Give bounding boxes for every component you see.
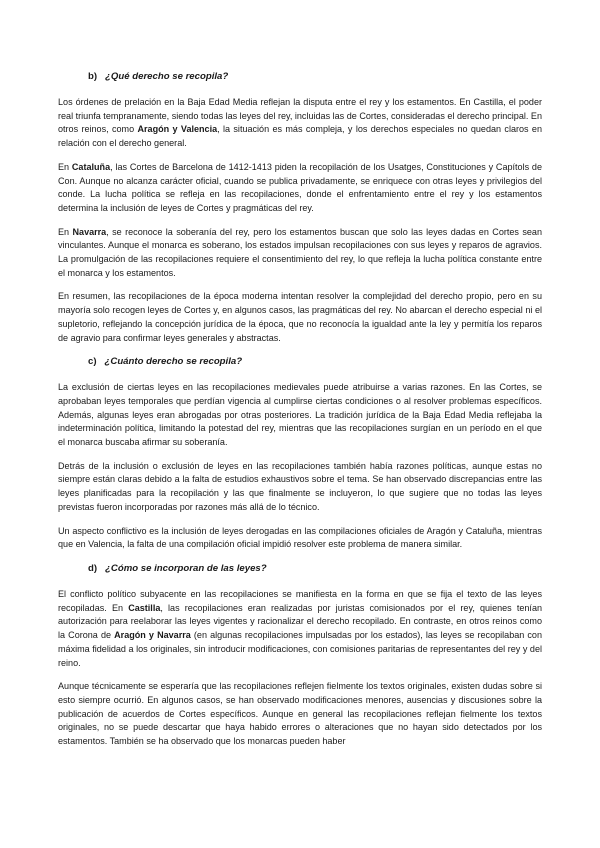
paragraph	[58, 96, 542, 151]
paragraph	[58, 460, 542, 515]
text-run: El conflicto político subyacente en las recopilaciones se manifiesta en la forma en que se fija el texto de las leyes recopiladas. En	[58, 588, 542, 613]
text-run: , las recopilaciones eran realizadas por juristas comisionados por el rey, quienes tenían autorización para reelaborar las leyes vigentes y racionalizar el derecho recopilado. En contraste, en otros reinos como la Corona de	[58, 602, 543, 641]
section-title: ¿Qué derecho se recopila?	[105, 71, 229, 82]
text-run: , las Cortes de Barcelona de 1412-1413 piden la recopilación de los Usatges, Constituciones y Capítols de Con. Aunque no alcanza carácter oficial, cuando se publica privadamente, se enriquece con otras leyes y privilegios del conde. La lucha política se refleja en las recopilaciones, donde el enfrentamiento entre el rey y los estamentos determina la inclusión de leyes de Cortes y pragmáticas del rey.	[58, 161, 542, 213]
text-run: , la situación es más compleja, y los derechos especiales no quedan claros en relación con el derecho general.	[58, 124, 542, 149]
bold-text-run: Aragón y Navarra	[114, 630, 191, 641]
bold-text-run: Aragón y Valencia	[137, 124, 218, 135]
text-run: En	[58, 161, 72, 172]
text-run: (en algunas recopilaciones impulsadas por los estados), las leyes se recopilaban con máxima fidelidad a los originales, sin introducir modificaciones, con comisiones paritarias de representantes del rey y del reino.	[58, 630, 542, 668]
text-run: Los órdenes de prelación en la Baja Edad Media reflejan la disputa entre el rey y los estamentos. En Castilla, el poder real triunfa tempranamente, siendo todas las leyes del rey, incluidas las de Cortes, consideradas el derecho principal. En otros reinos, como	[58, 97, 542, 135]
section-letter: b)	[88, 71, 98, 82]
bold-text-run: Navarra	[72, 226, 107, 237]
bold-text-run: Cataluña	[71, 161, 111, 172]
text-run: Detrás de la inclusión o exclusión de leyes en las recopilaciones también había razones políticas, aunque estas no siempre están claras debido a la falta de estudios exhaustivos sobre el tema. Se han observado discrepancias entre las leyes planificadas para la recopilación y las que finalmente se incluyeron, lo que sugiere que no todas las leyes previstas fueron incorporadas por razones más allá de lo técnico.	[58, 460, 542, 512]
paragraph	[58, 290, 542, 345]
section-title: ¿Cómo se incorporan de las leyes?	[105, 562, 267, 574]
section-title: ¿Cuánto derecho se recopila?	[104, 356, 243, 368]
text-run: Un aspecto conflictivo es la inclusión de leyes derogadas en las compilaciones oficiales de Aragón y Cataluña, mientras que en Valencia, la falta de una compilación oficial impidió resolver este problema de manera similar.	[58, 525, 542, 550]
section-heading-b	[88, 70, 542, 83]
text-run: La exclusión de ciertas leyes en las recopilaciones medievales puede atribuirse a varias razones. En las Cortes, se aprobaban leyes temporales que perdían vigencia al cumplirse ciertas condiciones o al resolver problemas específicos. Además, algunas leyes eran abrogadas por otras posteriores. La tradición jurídica de la Baja Edad Media reflejaba la indeterminación política, limitando la potestad del rey, mientras que las recopilaciones surgían en un período en el que el monarca buscaba afirmar su soberanía.	[58, 382, 542, 448]
bold-text-run: Castilla	[128, 602, 161, 613]
text-run: En resumen, las recopilaciones de la época moderna intentan resolver la complejidad del derecho propio, pero en su mayoría solo recogen leyes de Cortes y, en algunos casos, las pragmáticas del rey. No abarcan el derecho especial ni el supletorio, reflejando la concepción jurídica de la época, que no reconocía la igualdad ante la ley y permitía los reparos de agravio para confirmar leyes generales y abstractas.	[58, 291, 542, 343]
section-letter: c)	[88, 356, 97, 368]
text-run: , se reconoce la soberanía del rey, pero los estamentos buscan que solo las leyes dadas en Cortes sean vinculantes. Aunque el monarca es soberano, los estados impulsan recopilaciones con sus leyes y reparos de agravios. La promulgación de las recopilaciones requiere el consentimiento del rey, lo que refleja la lucha política constante entre el monarca y los estamentos.	[58, 226, 542, 278]
section-heading-c	[88, 355, 542, 368]
section-heading-d	[88, 562, 542, 575]
paragraph	[58, 680, 542, 749]
paragraph	[58, 588, 542, 670]
paragraph	[58, 161, 542, 216]
text-run: En	[58, 226, 73, 237]
section-letter: d)	[88, 562, 98, 574]
paragraph	[58, 226, 542, 281]
paragraph	[58, 525, 542, 552]
text-run: Aunque técnicamente se esperaría que las recopilaciones reflejen fielmente los textos originales, existen dudas sobre si esto siempre ocurrió. En algunos casos, se han observado modificaciones menores, ausencias y discusiones sobre la publicación de acuerdos de Cortes específicos. Aunque en general las recopilaciones reflejan fielmente los textos originales, no se puede descartar que haya habido errores o alteraciones que no hayan sido detectados por los estamentos. También se ha observado que los monarcas pueden haber	[58, 681, 542, 747]
paragraph	[58, 381, 542, 450]
